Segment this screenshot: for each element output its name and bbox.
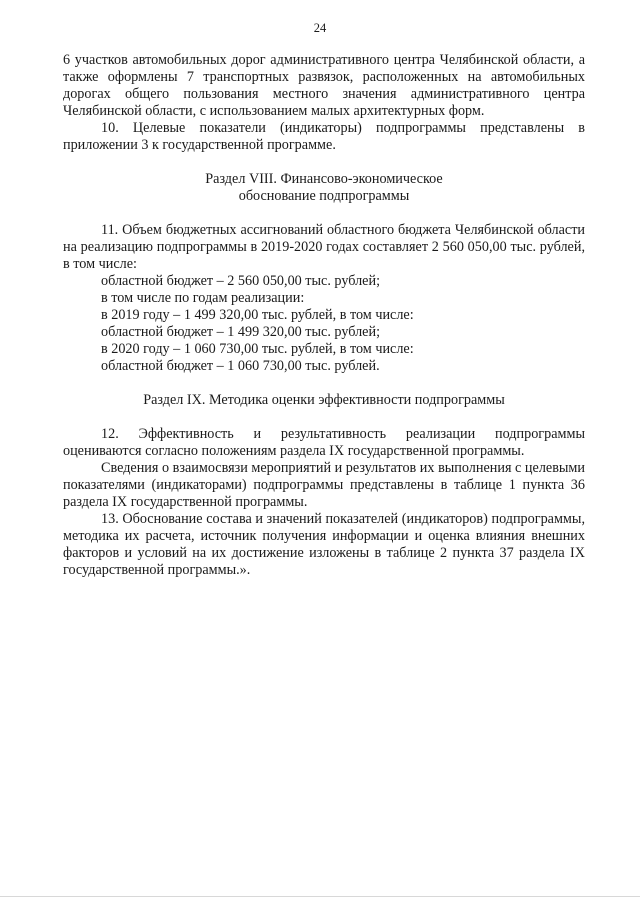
paragraph-12: 12. Эффективность и результативность реализации подпрограммы оцениваются согласно положениям раздела IX государственной программы. (63, 426, 585, 459)
financing-line: в 2020 году – 1 060 730,00 тыс. рублей, в том числе: (101, 341, 414, 357)
document-body (63, 52, 585, 579)
scan-edge-line (0, 896, 640, 897)
page-number: 24 (313, 21, 327, 35)
paragraph-13: 13. Обоснование состава и значений показателей (индикаторов) подпрограммы, методика их расчета, источник получения информации и оценка влияния внешних факторов и условий на их достижение изложены в таблице 2 пункта 37 раздела IX государственной программы.». (63, 511, 585, 578)
section-9-heading: Раздел IX. Методика оценки эффективности подпрограммы (143, 392, 505, 408)
section-8-heading (63, 171, 585, 205)
paragraph-continuation: 6 участков автомобильных дорог административного центра Челябинской области, а также оформлены 7 транспортных развязок, расположенных на автомобильных дорогах общего пользования местного значения административного центра Челябинской области, с использованием малых архитектурных форм. (63, 52, 585, 119)
paragraph-10: 10. Целевые показатели (индикаторы) подпрограммы представлены в приложении 3 к государственной программе. (63, 120, 585, 153)
financing-list (63, 273, 585, 375)
paragraph-links: Сведения о взаимосвязи мероприятий и результатов их выполнения с целевыми показателями (индикаторами) подпрограммы представлены в таблице 1 пункта 36 раздела IX государственной программы. (63, 460, 585, 510)
section-8-heading-line-1: Раздел VIII. Финансово-экономическое (205, 171, 443, 187)
financing-line: в том числе по годам реализации: (101, 290, 305, 306)
financing-line: областной бюджет – 2 560 050,00 тыс. рублей; (101, 273, 381, 289)
financing-line: областной бюджет – 1 060 730,00 тыс. рублей. (101, 358, 380, 374)
financing-line: в 2019 году – 1 499 320,00 тыс. рублей, в том числе: (101, 307, 414, 323)
section-8-heading-line-2: обоснование подпрограммы (238, 188, 410, 204)
financing-line: областной бюджет – 1 499 320,00 тыс. рублей; (101, 324, 381, 340)
paragraph-11: 11. Объем бюджетных ассигнований областного бюджета Челябинской области на реализацию подпрограммы в 2019-2020 годах составляет 2 560 050,00 тыс. рублей, в том числе: (63, 222, 585, 272)
